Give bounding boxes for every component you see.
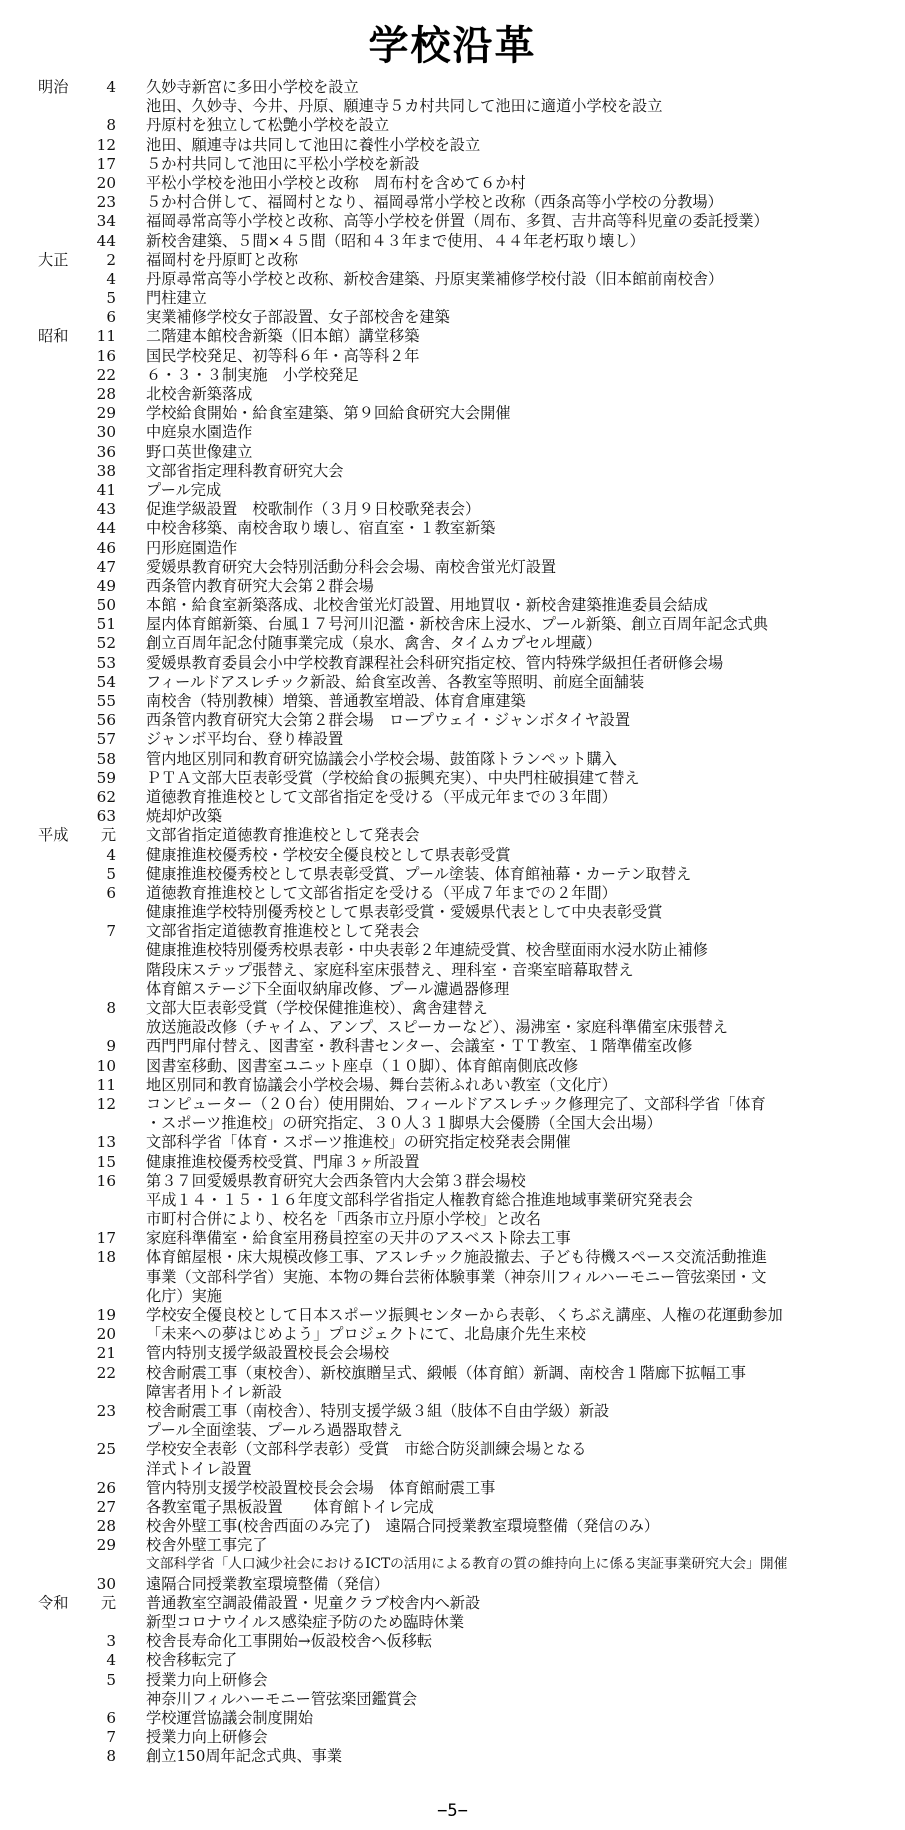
- event-text: 体育館屋根・床大規模改修工事、アスレチック施設撤去、子ども待機スペース交流活動推進: [146, 1248, 767, 1267]
- event-text: 実業補修学校女子部設置、女子部校舎を建築: [146, 308, 450, 327]
- year-label: 30: [96, 1574, 116, 1593]
- history-row: [0, 539, 905, 558]
- event-text: ・スポーツ推進校」の研究指定、３０人３１脚県大会優勝（全国大会出場）: [146, 1114, 662, 1133]
- year-label: 5: [106, 864, 116, 883]
- year-label: 47: [96, 557, 116, 576]
- year-label: 36: [96, 442, 116, 461]
- event-text: 普通教室空調設備設置・児童クラブ校舎内へ新設: [146, 1593, 481, 1612]
- history-row: [0, 558, 905, 577]
- history-row: [0, 884, 905, 903]
- event-text: 創立百周年記念付随事業完成（泉水、禽舎、タイムカプセル埋蔵）: [146, 634, 602, 653]
- history-row: [0, 1114, 905, 1133]
- history-row: [0, 385, 905, 404]
- event-text: 遠隔合同授業教室環境整備（発信）: [146, 1574, 389, 1593]
- history-row: [0, 308, 905, 327]
- event-text: 「未来への夢はじめよう」プロジェクトにて、北島康介先生来校: [146, 1325, 586, 1344]
- year-label: 12: [96, 1094, 116, 1113]
- event-text: 文部省指定道徳教育推進校として発表会: [146, 826, 420, 845]
- year-label: 8: [106, 999, 116, 1017]
- year-label: 4: [106, 269, 116, 288]
- event-text: 洋式トイレ設置: [146, 1459, 252, 1478]
- year-label: 16: [96, 346, 116, 365]
- year-label: 15: [96, 1152, 116, 1171]
- event-text: ６・３・３制実施 小学校発足: [146, 365, 359, 384]
- year-label: 20: [96, 1325, 116, 1344]
- event-text: 管内地区別同和教育研究協議会小学校会場、鼓笛隊トランペット購入: [146, 749, 617, 768]
- history-row: [0, 1306, 905, 1325]
- event-text: 促進学級設置 校歌制作（３月９日校歌発表会）: [146, 500, 481, 519]
- event-text: 道徳教育推進校として文部省指定を受ける（平成元年までの３年間）: [146, 787, 617, 806]
- history-row: [0, 1747, 905, 1766]
- history-row: [0, 174, 905, 193]
- history-row: [0, 270, 905, 289]
- history-row: [0, 1728, 905, 1747]
- event-text: 愛媛県教育研究大会特別活動分科会会場、南校舎蛍光灯設置: [146, 557, 557, 576]
- year-label: 6: [106, 883, 116, 902]
- history-row: [0, 1287, 905, 1306]
- event-text: 池田、久妙寺、今井、丹原、願連寺５カ村共同して池田に適道小学校を設立: [146, 97, 663, 116]
- event-text: 二階建本館校舎新築（旧本館）講堂移築: [146, 327, 420, 346]
- history-row: [0, 97, 905, 116]
- era-label: 明治: [38, 78, 69, 96]
- year-label: 17: [96, 154, 116, 173]
- history-row: [0, 404, 905, 423]
- year-label: 元: [100, 1593, 116, 1612]
- year-label: 9: [106, 1037, 116, 1056]
- history-row: [0, 1575, 905, 1594]
- history-list: [0, 78, 905, 1767]
- history-row: [0, 366, 905, 385]
- year-label: 2: [106, 250, 116, 269]
- year-label: 25: [96, 1440, 116, 1459]
- event-text: 国民学校発足、初等科６年・高等科２年: [146, 346, 420, 365]
- event-text: 学校給食開始・給食室建築、第９回給食研究大会開催: [146, 404, 511, 423]
- history-row: [0, 1536, 905, 1555]
- history-row: [0, 999, 905, 1018]
- year-label: 12: [96, 135, 116, 154]
- history-row: [0, 654, 905, 673]
- history-row: [0, 251, 905, 270]
- year-label: 43: [96, 500, 116, 519]
- year-label: 4: [106, 845, 116, 864]
- event-text: 南校舎（特別教棟）増築、普通教室増設、体育倉庫建築: [146, 692, 526, 710]
- year-label: 23: [96, 193, 116, 212]
- event-text: 西条管内教育研究大会第２群会場 ロープウェイ・ジャンボタイヤ設置: [146, 711, 631, 730]
- history-row: [0, 1057, 905, 1076]
- history-row: [0, 750, 905, 769]
- event-text: 校舎耐震工事（南校舎）、特別支援学級３組（肢体不自由学級）新設: [146, 1401, 610, 1420]
- year-label: 18: [96, 1248, 116, 1267]
- history-row: [0, 865, 905, 884]
- year-label: 58: [96, 749, 116, 768]
- history-row: [0, 846, 905, 865]
- year-label: 44: [96, 231, 116, 250]
- year-label: 63: [96, 807, 116, 826]
- history-row: [0, 961, 905, 980]
- year-label: 29: [96, 404, 116, 423]
- history-row: [0, 922, 905, 941]
- event-text: 北校舎新築落成: [146, 385, 253, 403]
- page-title: 学校沿革: [368, 23, 537, 69]
- history-row: [0, 1095, 905, 1114]
- event-text: 文部科学省「人口減少社会におけるICTの活用による教育の質の維持向上に係る実証事業研究大会」開催: [146, 1556, 788, 1573]
- history-row: [0, 136, 905, 155]
- history-row: [0, 78, 905, 97]
- event-text: 校舎外壁工事(校舎西面のみ完了) 遠隔合同授業教室環境整備（発信のみ）: [146, 1517, 660, 1536]
- event-text: 福岡尋常高等小学校と改称、高等小学校を併置（周布、多賀、吉井高等科児童の委託授業）: [146, 212, 769, 231]
- year-label: 16: [96, 1171, 116, 1190]
- event-text: 丹原村を独立して松艶小学校を設立: [146, 116, 389, 135]
- event-text: 健康推進校優秀校受賞、門扉３ヶ所設置: [146, 1152, 420, 1171]
- history-row: [0, 596, 905, 615]
- history-row: [0, 462, 905, 481]
- event-text: 平成１４・１５・１６年度文部科学省指定人権教育総合推進地域事業研究発表会: [146, 1190, 693, 1209]
- event-text: 久妙寺新宮に多田小学校を設立: [146, 78, 359, 96]
- history-row: [0, 673, 905, 692]
- year-label: 11: [96, 1075, 116, 1094]
- history-row: [0, 692, 905, 711]
- history-row: [0, 1037, 905, 1056]
- history-row: [0, 1690, 905, 1709]
- year-label: 51: [96, 615, 116, 634]
- history-row: [0, 1248, 905, 1267]
- year-label: 54: [96, 672, 116, 691]
- year-label: 46: [96, 538, 116, 557]
- history-row: [0, 1229, 905, 1248]
- year-label: 34: [96, 212, 116, 231]
- year-label: 7: [106, 922, 116, 941]
- history-row: [0, 193, 905, 212]
- history-row: [0, 1364, 905, 1383]
- year-label: 6: [106, 1708, 116, 1727]
- event-text: 校舎耐震工事（東校舎）、新校旗贈呈式、緞帳（体育館）新調、南校舎１階廊下拡幅工事: [146, 1363, 746, 1382]
- year-label: 55: [96, 692, 116, 710]
- event-text: ５か村共同して池田に平松小学校を新設: [146, 154, 420, 173]
- year-label: 57: [96, 730, 116, 749]
- history-row: [0, 1344, 905, 1363]
- year-label: 23: [96, 1401, 116, 1420]
- history-row: [0, 519, 905, 538]
- event-text: 事業（文部科学省）実施、本物の舞台芸術体験事業（神奈川フィルハーモニー管弦楽団・文: [146, 1267, 767, 1286]
- event-text: 中庭泉水園造作: [146, 423, 253, 442]
- history-row: [0, 1440, 905, 1459]
- event-text: 図書室移動、図書室ユニット座卓（１０脚）、体育館南側底改修: [146, 1056, 579, 1075]
- event-text: 第３７回愛媛県教育研究大会西条管内大会第３群会場校: [146, 1171, 526, 1190]
- history-row: [0, 941, 905, 960]
- history-row: [0, 327, 905, 346]
- history-row: [0, 903, 905, 922]
- event-text: 文部省指定道徳教育推進校として発表会: [146, 922, 420, 941]
- event-text: 健康推進校優秀校・学校安全優良校として県表彰受賞: [146, 845, 511, 864]
- event-text: 創立150周年記念式典、事業: [146, 1747, 343, 1766]
- event-text: 校舎移転完了: [146, 1651, 238, 1670]
- history-row: [0, 1018, 905, 1037]
- event-text: 文部科学省「体育・スポーツ推進校」の研究指定校発表会開催: [146, 1133, 571, 1152]
- history-row: [0, 232, 905, 251]
- year-label: 3: [106, 1632, 116, 1651]
- year-label: 19: [96, 1306, 116, 1324]
- event-text: 放送施設改修（チャイム、アンプ、スピーカーなど）、湯沸室・家庭科準備室床張替え: [146, 1018, 728, 1037]
- event-text: 野口英世像建立: [146, 442, 253, 461]
- year-label: 8: [106, 1747, 116, 1766]
- history-row: [0, 1383, 905, 1402]
- event-text: 校舎外壁工事完了: [146, 1536, 268, 1555]
- history-row: [0, 155, 905, 174]
- event-text: 平松小学校を池田小学校と改称 周布村を含めて６か村: [146, 173, 526, 192]
- event-text: 西門門扉付替え、図書室・教科書センター、会議室・ＴＴ教室、１階準備室改修: [146, 1037, 693, 1056]
- year-label: 44: [96, 519, 116, 538]
- year-label: 8: [106, 116, 116, 135]
- year-label: 5: [106, 289, 116, 308]
- history-row: [0, 500, 905, 519]
- history-row: [0, 1555, 905, 1574]
- year-label: 41: [96, 480, 116, 499]
- history-row: [0, 1594, 905, 1613]
- year-label: 21: [96, 1344, 116, 1363]
- history-row: [0, 1172, 905, 1191]
- event-text: ジャンボ平均台、登り棒設置: [146, 730, 344, 749]
- event-text: 門柱建立: [146, 289, 207, 308]
- year-label: 5: [106, 1670, 116, 1689]
- year-label: 28: [96, 1517, 116, 1536]
- year-label: 29: [96, 1536, 116, 1555]
- year-label: 52: [96, 634, 116, 653]
- event-text: 管内特別支援学級設置校長会会場校: [146, 1344, 389, 1363]
- year-label: 22: [96, 1363, 116, 1382]
- history-row: [0, 1460, 905, 1479]
- history-row: [0, 769, 905, 788]
- event-text: 階段床ステップ張替え、家庭科室床張替え、理科室・音楽室暗幕取替え: [146, 960, 634, 979]
- event-text: 道徳教育推進校として文部省指定を受ける（平成７年までの２年間）: [146, 883, 617, 902]
- event-text: 健康推進校特別優秀校県表彰・中央表彰２年連続受賞、校舎壁面雨水浸水防止補修: [146, 941, 708, 960]
- year-label: 27: [96, 1497, 116, 1516]
- era-label: 大正: [38, 250, 69, 269]
- event-text: 地区別同和教育協議会小学校会場、舞台芸術ふれあい教室（文化庁）: [146, 1075, 617, 1094]
- event-text: 文部大臣表彰受賞（学校保健推進校）、禽舎建替え: [146, 999, 488, 1017]
- event-text: 西条管内教育研究大会第２群会場: [146, 576, 374, 595]
- history-row: [0, 289, 905, 308]
- history-row: [0, 1076, 905, 1095]
- year-label: 4: [106, 1651, 116, 1670]
- event-text: ５か村合併して、福岡村となり、福岡尋常小学校と改称（西条高等小学校の分教場）: [146, 193, 723, 212]
- history-row: [0, 1210, 905, 1229]
- event-text: 神奈川フィルハーモニー管弦楽団鑑賞会: [146, 1689, 418, 1708]
- event-text: 新校舎建築、５間×４５間（昭和４３年まで使用、４４年老朽取り壊し）: [146, 231, 645, 250]
- year-label: 22: [96, 365, 116, 384]
- history-row: [0, 1613, 905, 1632]
- event-text: 本館・給食室新築落成、北校舎蛍光灯設置、用地買収・新校舎建築推進委員会結成: [146, 596, 708, 615]
- year-label: 20: [96, 173, 116, 192]
- year-label: 49: [96, 576, 116, 595]
- event-text: 新型コロナウイルス感染症予防のため臨時休業: [146, 1613, 465, 1631]
- history-row: [0, 1268, 905, 1287]
- event-text: 屋内体育館新築、台風１７号河川氾濫・新校舎床上浸水、プール新築、創立百周年記念式典: [146, 615, 768, 634]
- event-text: 学校運営協議会制度開始: [146, 1708, 314, 1727]
- history-row: [0, 826, 905, 845]
- event-text: 中校舎移築、南校舎取り壊し、宿直室・１教室新築: [146, 519, 496, 538]
- event-text: 校舎長寿命化工事開始→仮設校舎へ仮移転: [146, 1632, 433, 1651]
- event-text: 授業力向上研修会: [146, 1670, 268, 1689]
- era-label: 平成: [38, 826, 69, 845]
- year-label: 59: [96, 768, 116, 787]
- year-label: 53: [96, 653, 116, 672]
- event-text: 各教室電子黒板設置 体育館トイレ完成: [146, 1497, 434, 1516]
- year-label: 元: [100, 826, 116, 845]
- year-label: 62: [96, 787, 116, 806]
- history-row: [0, 1498, 905, 1517]
- history-row: [0, 1421, 905, 1440]
- history-row: [0, 615, 905, 634]
- event-text: 授業力向上研修会: [146, 1728, 268, 1747]
- event-text: 円形庭園造作: [146, 538, 238, 557]
- year-label: 26: [96, 1478, 116, 1497]
- event-text: フィールドアスレチック新設、給食室改善、各教室等照明、前庭全面舗装: [146, 672, 645, 691]
- year-label: 7: [106, 1728, 116, 1747]
- history-row: [0, 1325, 905, 1344]
- event-text: プール全面塗装、プールろ過器取替え: [146, 1421, 403, 1440]
- event-text: ＰＴＡ文部大臣表彰受賞（学校給食の振興充実）、中央門柱破損建て替え: [146, 768, 640, 787]
- year-label: 30: [96, 423, 116, 442]
- event-text: 文部省指定理科教育研究大会: [146, 461, 344, 480]
- event-text: コンピューター（２０台）使用開始、フィールドアスレチック修理完了、文部科学省「体育: [146, 1094, 766, 1113]
- event-text: 福岡村を丹原町と改称: [146, 250, 298, 269]
- event-text: 家庭科準備室・給食室用務員控室の天井のアスベスト除去工事: [146, 1229, 571, 1248]
- history-row: [0, 116, 905, 135]
- page-number: −5−: [437, 1801, 468, 1821]
- event-text: 健康推進学校特別優秀校として県表彰受賞・愛媛県代表として中央表彰受賞: [146, 903, 663, 922]
- history-row: [0, 1191, 905, 1210]
- year-label: 6: [106, 308, 116, 327]
- history-row: [0, 1709, 905, 1728]
- history-row: [0, 212, 905, 231]
- event-text: プール完成: [146, 480, 222, 499]
- year-label: 56: [96, 711, 116, 730]
- era-label: 昭和: [38, 327, 69, 346]
- event-text: 障害者用トイレ新設: [146, 1382, 282, 1401]
- history-row: [0, 980, 905, 999]
- event-text: 化庁）実施: [146, 1286, 222, 1305]
- event-text: 体育館ステージ下全面収納扉改修、プール濾過器修理: [146, 979, 510, 998]
- history-row: [0, 423, 905, 442]
- year-label: 17: [96, 1229, 116, 1248]
- year-label: 38: [96, 461, 116, 480]
- history-row: [0, 577, 905, 596]
- history-row: [0, 807, 905, 826]
- event-text: 学校安全表彰（文部科学表彰）受賞 市総合防災訓練会場となる: [146, 1440, 587, 1459]
- history-row: [0, 711, 905, 730]
- history-row: [0, 730, 905, 749]
- year-label: 50: [96, 596, 116, 615]
- history-row: [0, 481, 905, 500]
- year-label: 10: [96, 1056, 116, 1075]
- event-text: 池田、願連寺は共同して池田に養性小学校を設立: [146, 135, 481, 154]
- history-row: [0, 443, 905, 462]
- year-label: 28: [96, 385, 116, 403]
- year-label: 13: [96, 1133, 116, 1152]
- year-label: 4: [106, 78, 116, 96]
- event-text: 丹原尋常高等小学校と改称、新校舎建築、丹原実業補修学校付設（旧本館前南校舎）: [146, 269, 724, 288]
- history-row: [0, 347, 905, 366]
- event-text: 健康推進校優秀校として県表彰受賞、プール塗装、体育館袖幕・カーテン取替え: [146, 864, 692, 883]
- year-label: 11: [96, 327, 116, 346]
- history-row: [0, 1153, 905, 1172]
- history-row: [0, 634, 905, 653]
- history-row: [0, 1671, 905, 1690]
- era-label: 令和: [38, 1593, 69, 1612]
- history-row: [0, 788, 905, 807]
- history-row: [0, 1133, 905, 1152]
- history-row: [0, 1517, 905, 1536]
- history-row: [0, 1632, 905, 1651]
- history-row: [0, 1651, 905, 1670]
- event-text: 市町村合併により、校名を「西条市立丹原小学校」と改名: [146, 1210, 541, 1229]
- event-text: 愛媛県教育委員会小中学校教育課程社会科研究指定校、管内特殊学級担任者研修会場: [146, 653, 724, 672]
- history-row: [0, 1479, 905, 1498]
- history-row: [0, 1402, 905, 1421]
- event-text: 管内特別支援学校設置校長会会場 体育館耐震工事: [146, 1478, 496, 1497]
- event-text: 学校安全優良校として日本スポーツ振興センターから表彰、くちぶえ講座、人権の花運動参加: [146, 1306, 783, 1324]
- event-text: 焼却炉改築: [146, 807, 222, 826]
